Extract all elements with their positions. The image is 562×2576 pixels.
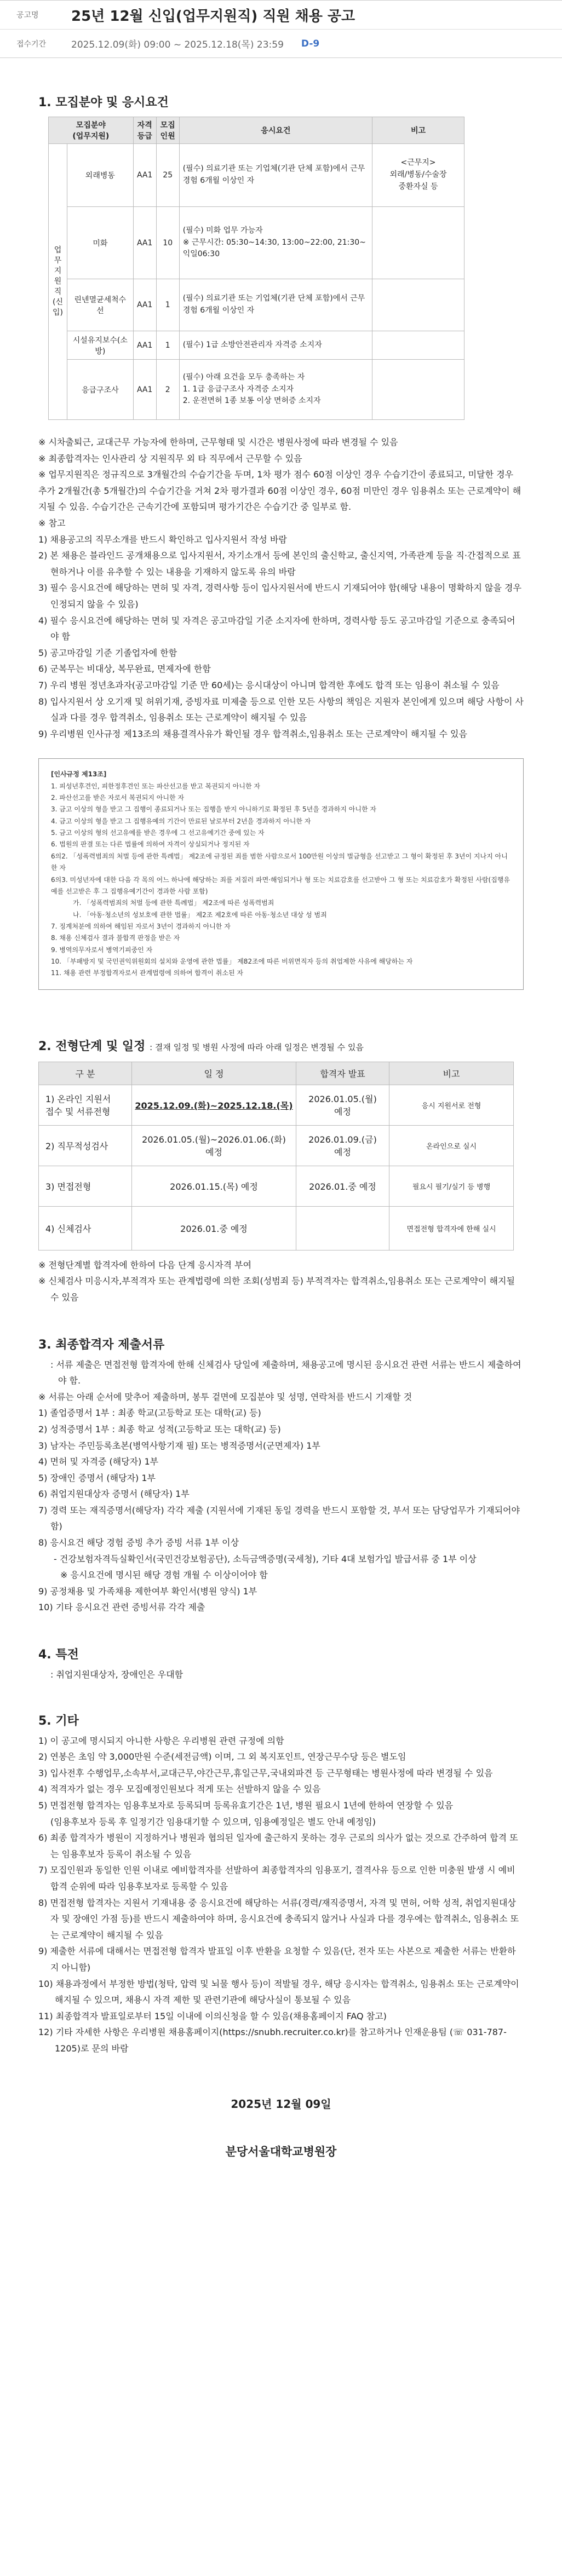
misc-line: 2) 연봉은 초임 약 3,000만원 수준(세전금액) 이며, 그 외 복지포인트, 연장근무수당 등은 별도임 (38, 1751, 406, 1762)
schedule: 2026.01.05.(월)~2026.01.06.(화) 예정 (132, 1125, 296, 1166)
stage: 4) 신체검사 (39, 1206, 132, 1250)
note-line: 8) 입사지원서 상 오기재 및 허위기재, 증빙자료 미제출 등으로 인한 모든 사항의 책임은 지원자 본인에게 있으며 해당 사항이 사실과 다를 경우 합격취소, 임용취소 또는 근로계약이 해지될 수 있음 (38, 696, 524, 723)
note: 응시 지원서로 전형 (389, 1085, 514, 1125)
note-line: ※ 최종합격자는 인사관리 상 지원직무 외 타 직무에서 근무할 수 있음 (38, 453, 302, 464)
grade: AA1 (133, 331, 156, 360)
header-grade: 자격 등급 (133, 117, 156, 144)
recruit-table-header (49, 117, 464, 144)
notice-title-row (0, 1, 562, 29)
doc-line: : 서류 제출은 면접전형 합격자에 한해 신체검사 당일에 제출하며, 채용공고에 명시된 응시요건 관련 서류는 반드시 제출하여야 함. (50, 1359, 521, 1386)
note (372, 331, 464, 360)
requirement: (필수) 아래 요건을 모두 충족하는 자 1. 1급 응급구조사 자격증 소지자 2. 운전면허 1종 보통 이상 면허증 소지자 (179, 360, 372, 420)
doc-line: 3) 남자는 주민등록초본(병역사항기재 필) 또는 병적증명서(군면제자) 1부 (38, 1440, 320, 1451)
table-row (39, 1085, 514, 1125)
section-2-title (38, 1037, 524, 1054)
count: 25 (156, 144, 179, 207)
doc-line: 9) 공정채용 및 가족채용 제한여부 확인서(병원 양식) 1부 (38, 1586, 257, 1597)
table-row (49, 279, 464, 331)
section-5-list (38, 1733, 524, 2057)
box-line: 11. 채용 관련 부정합격자로서 관계법령에 의하여 합격이 취소된 자 (51, 969, 243, 977)
misc-line: 4) 적격자가 없는 경우 모집예정인원보다 적게 또는 선발하지 않을 수 있음 (38, 1784, 321, 1795)
dday-badge: D-9 (301, 38, 320, 49)
box-line: 1. 피성년후견인, 피한정후견인 또는 파산선고를 받고 복권되지 아니한 자 (51, 782, 260, 790)
footer-date: 2025년 12월 09일 (231, 2097, 331, 2111)
header-note: 비고 (389, 1062, 514, 1085)
section-schedule (38, 1037, 524, 1306)
note-line: 2) 본 채용은 블라인드 공개채용으로 입사지원서, 자기소개서 등에 본인의 출신학교, 출신지역, 가족관계 등을 직·간접적으로 표현하거나 이를 유추할 수 있는 내용을 기재하지 않도록 유의 바람 (38, 550, 521, 577)
box-line: 9. 병역의무자로서 병역기피중인 자 (51, 946, 153, 954)
section-5-title: 5. 기타 (38, 1714, 79, 1728)
note-line: 3) 필수 응시요건에 해당하는 면허 및 자격, 경력사항 등이 입사지원서에 반드시 기재되어야 함(해당 내용이 명확하지 않을 경우 인정되지 않을 수 있음) (38, 583, 521, 609)
section-1-notes (38, 434, 524, 742)
doc-line: 2) 성적증명서 1부 : 최종 학교 성적(고등학교 또는 대학(교) 등) (38, 1424, 281, 1434)
doc-line: - 건강보험자격득실확인서(국민건강보험공단), 소득금액증명(국세청), 기타 4대 보험가입 발급서류 중 1부 이상 (54, 1553, 477, 1564)
misc-line: 8) 면접전형 합격자는 지원서 기재내용 중 응시요건에 해당하는 서류(경력/재직증명서, 자격 및 면허, 어학 성적, 취업지원대상자 및 장애인 가점 등)를 반드시 제출하여야 하며, 응시요건에 충족되지 않거나 사실과 다를 경우에는 합격취소, 임용취소 또는 근로계약이 해지될 수 있음 (38, 1897, 519, 1940)
note-line: ※ 업무지원직은 정규직으로 3개월간의 수습기간을 두며, 1차 평가 점수 60점 이상인 경우 수습기간이 종료되고, 미달한 경우 추가 2개월간(총 5개월간)의 수습기간을 거쳐 2차 평가결과 60점 이상인 경우, 60점 미만인 경우 임용취소 또는 근로계약이 해지될 수 있음. 수습기간은 근속기간에 포함되며 평가기간은 수습기간 중 일부로 함. (38, 469, 521, 512)
note-line: 4) 필수 응시요건에 해당하는 면허 및 자격은 공고마감일 기준 소지자에 한하며, 경력사항 등도 공고마감일 기준으로 충족되어야 함 (38, 615, 515, 642)
table-row (49, 144, 464, 207)
table-row (49, 331, 464, 360)
misc-line: 9) 제출한 서류에 대해서는 면접전형 합격자 발표일 이후 반환을 요청할 수 있음(단, 전자 또는 사본으로 제출한 서류는 반환하지 아니함) (38, 1946, 516, 1973)
box-line: 6의3. 미성년자에 대한 다음 각 목의 어느 하나에 해당하는 죄를 저질러 파면·해임되거나 형 또는 치료감호를 선고받아 그 형 또는 치료감호가 확정된 사람(집행유예를 선고받은 후 그 집행유예기간이 경과한 사람 포함) (51, 875, 510, 895)
doc-line: 1) 졸업증명서 1부 : 최종 학교(고등학교 또는 대학(교) 등) (38, 1408, 261, 1419)
schedule: 2026.01.15.(목) 예정 (132, 1166, 296, 1206)
note-line: ※ 전형단계별 합격자에 한하여 다음 단계 응시자격 부여 (38, 1259, 252, 1270)
box-line: 3. 금고 이상의 형을 받고 그 집행이 종료되거나 또는 집행을 받지 아니하기로 확정된 후 5년을 경과하지 아니한 자 (51, 805, 376, 814)
grade: AA1 (133, 207, 156, 279)
section-4-title: 4. 특전 (38, 1648, 79, 1662)
field-name: 응급구조사 (67, 360, 134, 420)
doc-line: 5) 장애인 증명서 (해당자) 1부 (38, 1472, 156, 1483)
header-note: 비고 (372, 117, 464, 144)
side-label: 업무지원직(신입) (49, 144, 67, 420)
count: 1 (156, 279, 179, 331)
section-documents (38, 1335, 524, 1616)
box-line: 가. 「성폭력범죄의 처벌 등에 관한 특례법」 제2조에 따른 성폭력범죄 (73, 899, 274, 907)
doc-line: ※ 응시요건에 명시된 해당 경험 개월 수 이상이어야 함 (60, 1570, 268, 1581)
result (296, 1206, 389, 1250)
box-title: [인사규정 제13조] (51, 770, 107, 779)
benefit-line: : 취업지원대상자, 장애인은 우대함 (50, 1669, 183, 1680)
box-line: 7. 징계처분에 의하여 해임된 자로서 3년이 경과하지 아니한 자 (51, 922, 231, 930)
field-name: 외래병동 (67, 144, 134, 207)
section-2-notes (38, 1257, 524, 1306)
box-line: 4. 금고 이상의 형을 받고 그 집행유예의 기간이 만료된 날로부터 2년을 경과하지 아니한 자 (51, 817, 311, 825)
section-benefits (38, 1645, 524, 1683)
note-line: 1) 채용공고의 직무소개를 반드시 확인하고 입사지원서 작성 바람 (38, 534, 287, 545)
doc-line: 6) 취업지원대상자 증명서 (해당자) 1부 (38, 1489, 190, 1500)
note-line: 7) 우리 병원 정년초과자(공고마감일 기준 만 60세)는 응시대상이 아니며 합격한 후에도 합격 또는 임용이 취소될 수 있음 (38, 679, 500, 690)
header-requirement: 응시요건 (179, 117, 372, 144)
note-line: 5) 공고마감일 기준 기졸업자에 한함 (38, 647, 177, 658)
stage: 1) 온라인 지원서 접수 및 서류전형 (39, 1085, 132, 1125)
section-3-title: 3. 최종합격자 제출서류 (38, 1338, 165, 1352)
box-line: 6. 법원의 판결 또는 다른 법률에 의하여 자격이 상실되거나 정지된 자 (51, 840, 250, 849)
notice-label: 공고명 (16, 11, 39, 20)
note (372, 360, 464, 420)
section-2-heading: 2. 전형단계 및 일정 (38, 1039, 146, 1053)
schedule: 2026.01.중 예정 (132, 1206, 296, 1250)
box-line: 10. 「부패방지 및 국민권익위원회의 설치와 운영에 관한 법률」 제82조에 따른 비위면직자 등의 취업제한 사유에 해당하는 자 (51, 958, 413, 966)
header-schedule: 일 정 (132, 1062, 296, 1085)
misc-line: 6) 최종 합격자가 병원이 지정하거나 병원과 협의된 일자에 출근하지 못하는 경우 근로의 의사가 없는 것으로 간주하여 합격 또는 임용후보자 등록이 취소될 수 있음 (38, 1832, 518, 1859)
note: 온라인으로 실시 (389, 1125, 514, 1166)
misc-line: 1) 이 공고에 명시되지 아니한 사항은 우리병원 관련 규정에 의함 (38, 1735, 284, 1746)
note: 필요시 필기/실기 등 병행 (389, 1166, 514, 1206)
misc-line: (임용후보자 등록 후 일정기간 임용대기할 수 있으며, 임용예정일은 별도 안내 예정임) (50, 1816, 376, 1827)
box-line: 5. 금고 이상의 형의 선고유예를 받은 경우에 그 선고유예기간 중에 있는 자 (51, 829, 265, 837)
footer-org: 분당서울대학교병원장 (225, 2145, 337, 2158)
requirement: (필수) 의료기관 또는 기업체(기관 단체 포함)에서 근무경험 6개월 이상인 자 (179, 144, 372, 207)
schedule: 2025.12.09.(화)~2025.12.18.(목) (132, 1085, 296, 1125)
requirement: (필수) 미화 업무 가능자 ※ 근무시간: 05:30~14:30, 13:00~22:00, 21:30~익일06:30 (179, 207, 372, 279)
section-3-list (38, 1357, 524, 1616)
header-count: 모집 인원 (156, 117, 179, 144)
table-row (39, 1125, 514, 1166)
notice-header (0, 0, 562, 58)
misc-line: 7) 모집인원과 동일한 인원 이내로 예비합격자를 선발하여 최종합격자의 임용포기, 결격사유 등으로 인한 미충원 발생 시 예비합격 순위에 따라 임용후보자로 등록할 수 있음 (38, 1865, 515, 1892)
schedule-table (38, 1062, 514, 1250)
box-line: 8. 채용 신체검사 결과 불합격 판정을 받은 자 (51, 934, 180, 942)
field-name: 미화 (67, 207, 134, 279)
box-line: 6의2. 「성폭력범죄의 처벌 등에 관한 특례법」 제2조에 규정된 죄를 범한 사람으로서 100만원 이상의 벌금형을 선고받고 그 형이 확정된 후 3년이 지나지 아니한 자 (51, 852, 508, 872)
result: 2026.01.09.(금) 예정 (296, 1125, 389, 1166)
note (372, 279, 464, 331)
period-label: 접수기간 (16, 39, 47, 49)
period-row (0, 29, 562, 57)
result: 2026.01.중 예정 (296, 1166, 389, 1206)
misc-line: 10) 채용과정에서 부정한 방법(청탁, 압력 및 뇌물 행사 등)이 적발될 경우, 해당 응시자는 합격취소, 임용취소 또는 근로계약이 해지될 수 있으며, 채용시 자격 제한 및 관련기관에 해당사실이 통보될 수 있음 (38, 1978, 519, 2006)
disqualification-box (38, 758, 524, 989)
header-field: 모집분야 (업무지원) (49, 117, 134, 144)
doc-line: 7) 경력 또는 재직증명서(해당자) 각각 제출 (지원서에 기재된 동일 경력을 반드시 포함할 것, 부서 또는 담당업무가 기재되어야 함) (38, 1505, 520, 1532)
section-recruit-fields (38, 93, 524, 990)
note-line: 9) 우리병원 인사규정 제13조의 채용결격사유가 확인될 경우 합격취소,임용취소 또는 근로계약이 해지될 수 있음 (38, 728, 467, 739)
box-line: 나. 「아동·청소년의 성보호에 관한 법률」 제2조 제2호에 따른 아동·청소년 대상 성 범죄 (73, 910, 327, 919)
box-line: 2. 파산선고를 받은 자로서 복권되지 아니한 자 (51, 794, 184, 802)
recruit-table (48, 117, 464, 420)
section-2-subtitle: : 결재 일정 및 병원 사정에 따라 아래 일정은 변경될 수 있음 (150, 1042, 364, 1052)
note-line: ※ 참고 (38, 517, 66, 528)
period-value: 2025.12.09(화) 09:00 ~ 2025.12.18(목) 23:59 (71, 39, 284, 50)
table-row (39, 1206, 514, 1250)
table-row (49, 207, 464, 279)
misc-line: 12) 기타 자세한 사항은 우리병원 채용홈페이지(https://snubh.recruiter.co.kr)를 참고하거나 인재운용팀 (☏ 031-787-1205)로 문의 바람 (38, 2027, 507, 2054)
misc-line: 11) 최종합격자 발표일로부터 15일 이내에 이의신청을 할 수 있음(채용홈페이지 FAQ 참고) (38, 2010, 387, 2021)
count: 2 (156, 360, 179, 420)
misc-line: 3) 입사전후 수행업무,소속부서,교대근무,야간근무,휴일근무,국내외파견 등 근무형태는 병원사정에 따라 변경될 수 있음 (38, 1767, 493, 1778)
note: 면접전형 합격자에 한해 실시 (389, 1206, 514, 1250)
count: 10 (156, 207, 179, 279)
doc-line: 8) 응시요건 해당 경험 증빙 추가 증빙 서류 1부 이상 (38, 1537, 239, 1548)
note (372, 207, 464, 279)
note: <근무지> 외래/병동/수술장 중환자실 등 (372, 144, 464, 207)
note-line: ※ 신체검사 미응시자,부적격자 또는 관계법령에 의한 조회(성범죄 등) 부적격자는 합격취소,임용취소 또는 근로계약이 해지될 수 있음 (38, 1276, 515, 1303)
header-stage: 구 분 (39, 1062, 132, 1085)
note-line: 6) 군복무는 비대상, 복무완료, 면제자에 한함 (38, 664, 211, 675)
stage: 2) 직무적성검사 (39, 1125, 132, 1166)
field-name: 린넨멸균세척수선 (67, 279, 134, 331)
doc-line: ※ 서류는 아래 순서에 맞추어 제출하며, 봉투 겉면에 모집분야 및 성명, 연락처를 반드시 기재할 것 (38, 1391, 412, 1402)
count: 1 (156, 331, 179, 360)
header-result: 합격자 발표 (296, 1062, 389, 1085)
grade: AA1 (133, 360, 156, 420)
doc-line: 10) 기타 응시요건 관련 증빙서류 각각 제출 (38, 1602, 205, 1613)
requirement: (필수) 1급 소방안전관리자 자격증 소지자 (179, 331, 372, 360)
table-row (39, 1166, 514, 1206)
notice-title: 25년 12월 신입(업무지원직) 직원 채용 공고 (71, 8, 355, 25)
grade: AA1 (133, 279, 156, 331)
note-line: ※ 시차출퇴근, 교대근무 가능자에 한하며, 근무형태 및 시간은 병원사정에 따라 변경될 수 있음 (38, 437, 398, 447)
schedule-header (39, 1062, 514, 1085)
requirement: (필수) 의료기관 또는 기업체(기관 단체 포함)에서 근무경험 6개월 이상인 자 (179, 279, 372, 331)
section-misc (38, 1711, 524, 2057)
misc-line: 5) 면접전형 합격자는 임용후보자로 등록되며 등록유효기간은 1년, 병원 필요시 1년에 한하여 연장할 수 있음 (38, 1800, 454, 1811)
doc-line: 4) 면허 및 자격증 (해당자) 1부 (38, 1456, 159, 1467)
stage: 3) 면접전형 (39, 1166, 132, 1206)
field-name: 시설유지보수(소방) (67, 331, 134, 360)
grade: AA1 (133, 144, 156, 207)
result: 2026.01.05.(월) 예정 (296, 1085, 389, 1125)
section-1-title: 1. 모집분야 및 응시요건 (38, 96, 169, 110)
table-row (49, 360, 464, 420)
